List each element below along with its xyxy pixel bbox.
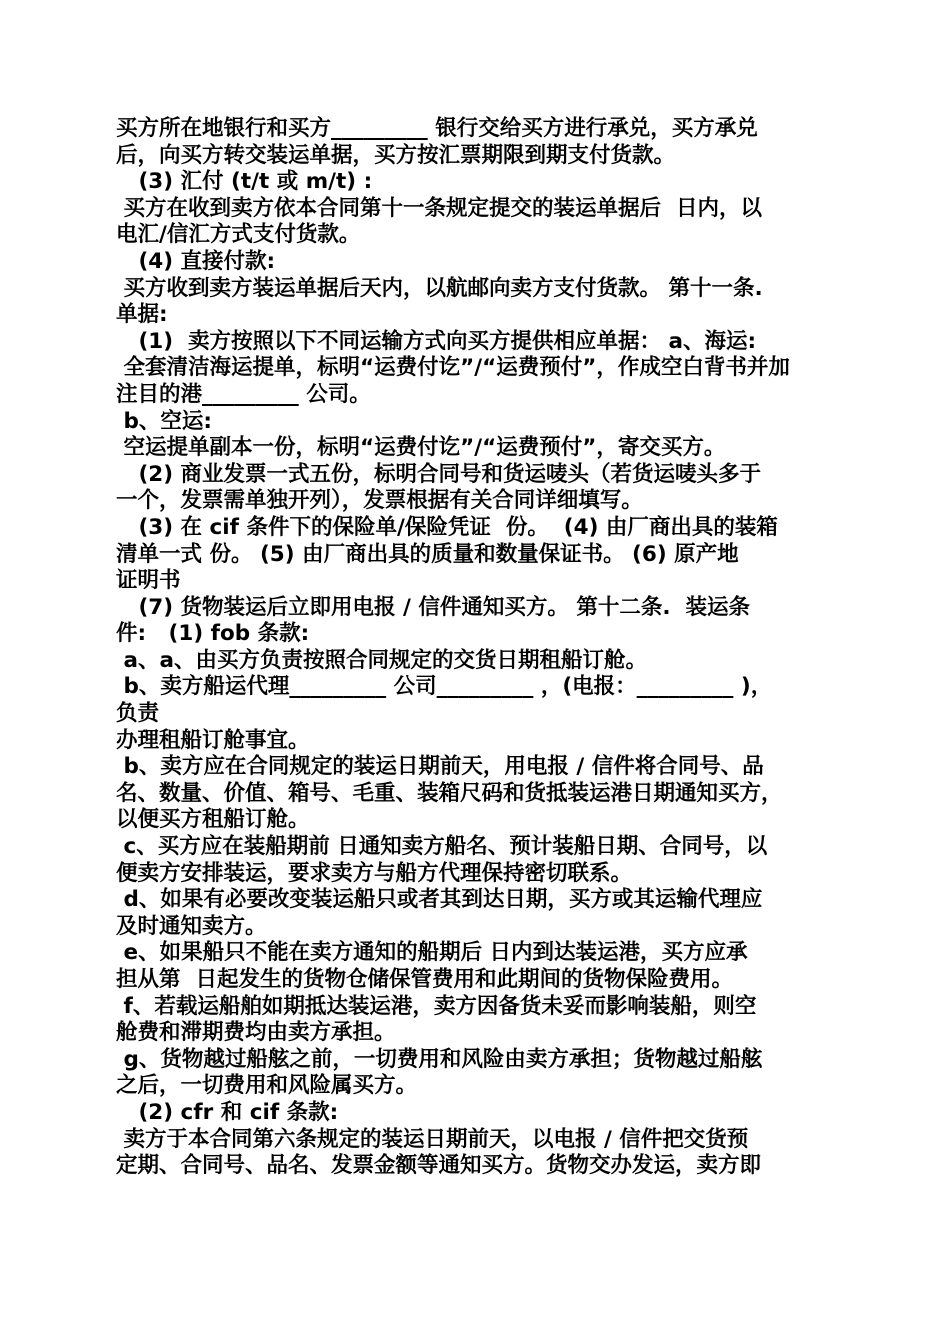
text-line: 卖方于本合同第六条规定的装运日期前天，以电报 / 信件把交货预 xyxy=(116,1126,749,1152)
text-line: (3) 在 cif 条件下的保险单/保险凭证 份。 (4) 由厂商出具的装箱 xyxy=(116,514,778,540)
text-line: (1) 卖方按照以下不同运输方式向买方提供相应单据： a、海运: xyxy=(116,328,757,354)
text-line: 及时通知卖方。 xyxy=(116,913,267,939)
document-body xyxy=(116,116,846,1180)
text-line: (3) 汇付 (t/t 或 m/t) : xyxy=(116,169,373,195)
text-line: 买方收到卖方装运单据后天内，以航邮向卖方支付货款。 第十一条. xyxy=(116,275,763,301)
text-line: 舱费和滞期费均由卖方承担。 xyxy=(116,1020,396,1046)
text-line: (2) 商业发票一式五份，标明合同号和货运唛头（若货运唛头多于 xyxy=(116,461,762,487)
text-line: e、如果船只不能在卖方通知的船期后 日内到达装运港，买方应承 xyxy=(116,940,748,966)
text-line: (2) cfr 和 cif 条款: xyxy=(116,1099,339,1125)
text-line: 便卖方安排装运，要求卖方与船方代理保持密切联系。 xyxy=(116,860,633,886)
text-line: 清单一式 份。 (5) 由厂商出具的质量和数量保证书。 (6) 原产地 xyxy=(116,541,739,567)
text-line: b、卖方应在合同规定的装运日期前天，用电报 / 信件将合同号、品 xyxy=(116,754,764,780)
text-line: 全套清洁海运提单，标明“运费付讫”/“运费预付”，作成空白背书并加 xyxy=(116,355,790,381)
text-line: d、如果有必要改变装运船只或者其到达日期，买方或其运输代理应 xyxy=(116,887,763,913)
text-line: 件: (1) fob 条款: xyxy=(116,621,310,647)
text-line: b、卖方船运代理_________ 公司_________ ，(电报：_________ )， xyxy=(116,674,773,700)
text-line: b、空运: xyxy=(116,408,212,434)
text-line: 办理租船订舱事宜。 xyxy=(116,727,310,753)
text-line: 电汇/信汇方式支付货款。 xyxy=(116,222,361,248)
text-line: 之后，一切费用和风险属买方。 xyxy=(116,1073,418,1099)
text-line: 单据: xyxy=(116,302,168,328)
text-line: 担从第 日起发生的货物仓储保管费用和此期间的货物保险费用。 xyxy=(116,967,733,992)
text-line: (4) 直接付款: xyxy=(116,248,276,274)
text-line: 负责 xyxy=(116,701,160,727)
text-line: 以便买方租船订舱。 xyxy=(116,807,310,833)
text-line: 买方在收到卖方依本合同第十一条规定提交的装运单据后 日内，以 xyxy=(116,195,762,221)
text-line: g、货物越过船舷之前，一切费用和风险由卖方承担；货物越过船舷 xyxy=(116,1046,763,1072)
text-line: 证明书 xyxy=(116,568,181,594)
text-line: (7) 货物装运后立即用电报 / 信件通知买方。 第十二条. 装运条 xyxy=(116,594,751,620)
text-line: c、买方应在装船期前 日通知卖方船名、预计装船日期、合同号，以 xyxy=(116,834,768,860)
text-line: 定期、合同号、品名、发票金额等通知买方。货物交办发运，卖方即 xyxy=(116,1153,762,1179)
text-line: 名、数量、价值、箱号、毛重、装箱尺码和货抵装运港日期通知买方， xyxy=(116,780,783,806)
text-line: 空运提单副本一份，标明“运费付讫”/“运费预付”，寄交买方。 xyxy=(116,435,726,461)
text-line: a、a、由买方负责按照合同规定的交货日期租船订舱。 xyxy=(116,647,648,673)
text-line: f、若载运船舶如期抵达装运港，卖方因备货未妥而影响装船，则空 xyxy=(116,993,757,1019)
text-line: 注目的港_________ 公司。 xyxy=(116,381,371,407)
text-line: 买方所在地银行和买方_________ 银行交给买方进行承兑，买方承兑 xyxy=(116,116,758,141)
text-line: 一个，发票需单独开列），发票根据有关合同详细填写。 xyxy=(116,488,643,514)
text-line: 后，向买方转交装运单据，买方按汇票期限到期支付货款。 xyxy=(116,142,676,168)
